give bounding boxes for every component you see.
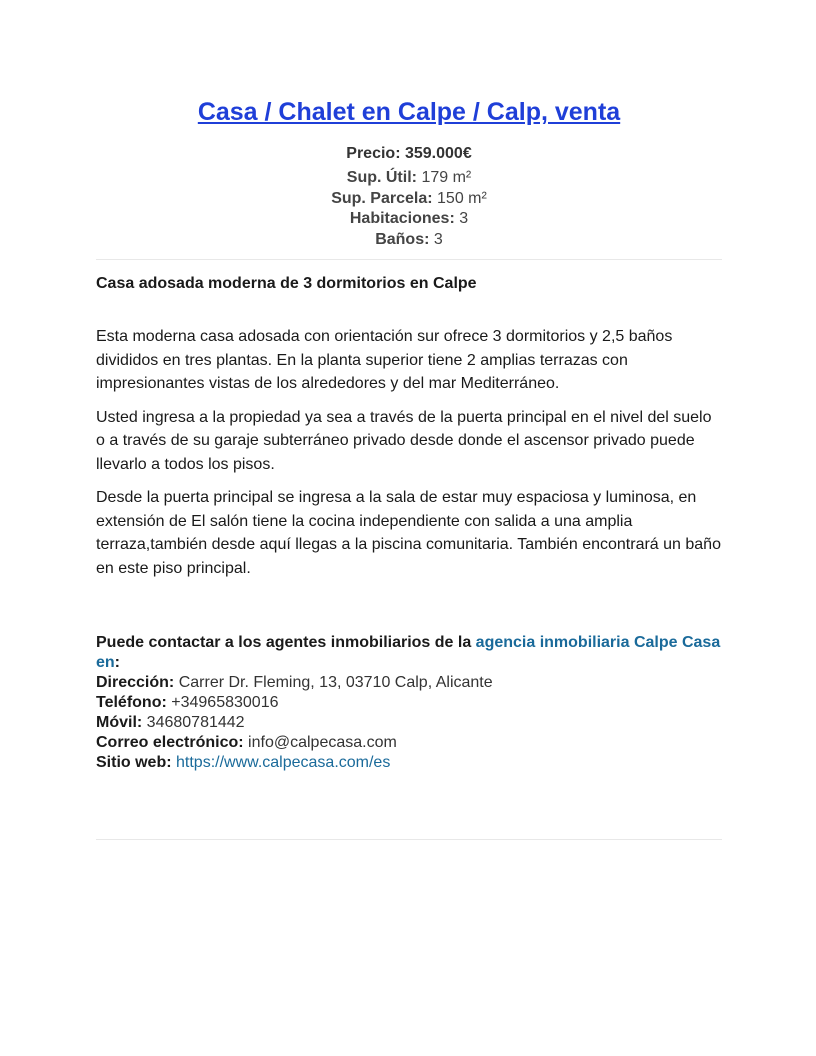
spec-value: 3: [433, 230, 443, 248]
spec-label: Sup. Parcela:: [331, 189, 433, 207]
contact-email: [96, 733, 722, 753]
mobile-value: 34680781442: [146, 714, 245, 731]
description-heading: Casa adosada moderna de 3 dormitorios en Calpe: [96, 275, 477, 292]
phone-label: Teléfono:: [96, 694, 167, 711]
spec-label: Sup. Útil:: [346, 169, 417, 186]
agency-link[interactable]: agencia inmobiliaria Calpe Casa en: [96, 634, 721, 671]
contact-website: [96, 753, 722, 773]
address-label: Dirección:: [96, 674, 175, 691]
contact-intro-end: :: [114, 654, 120, 671]
contact-phone: [96, 693, 722, 713]
spec-useful-area: [96, 168, 722, 189]
listing-title-link[interactable]: Casa / Chalet en Calpe / Calp, venta: [197, 98, 621, 126]
description-paragraph: Esta moderna casa adosada con orientación sur ofrece 3 dormitorios y 2,5 baños divididos en tres plantas. En la planta superior tiene 2 amplias terrazas con impresionantes vistas de los alrededores y del mar Mediterráneo.: [96, 328, 673, 392]
email-value: info@calpecasa.com: [248, 734, 397, 751]
spec-bathrooms: [96, 230, 722, 251]
document-page: [96, 96, 722, 840]
spec-label: Habitaciones:: [349, 210, 455, 227]
section-divider: [96, 259, 722, 260]
spec-label: Baños:: [375, 230, 430, 248]
contact-intro: [96, 633, 722, 673]
contact-address: [96, 673, 722, 693]
contact-intro-text: Puede contactar a los agentes inmobiliarios de la: [96, 634, 476, 651]
email-label: Correo electrónico:: [96, 734, 244, 751]
price-line: [96, 144, 722, 164]
address-value: Carrer Dr. Fleming, 13, 03710 Calp, Alicante: [178, 674, 493, 691]
spec-value: 3: [459, 210, 469, 227]
contact-block: [96, 633, 722, 773]
footer-divider: [96, 839, 722, 840]
mobile-label: Móvil:: [96, 714, 143, 731]
spec-plot-area: [96, 189, 722, 210]
spec-bedrooms: [96, 209, 722, 230]
website-link[interactable]: https://www.calpecasa.com/es: [176, 754, 391, 771]
price-value: 359.000€: [404, 145, 472, 162]
spec-value: 150 m²: [437, 189, 487, 207]
website-label: Sitio web:: [96, 754, 172, 771]
description-paragraph: Desde la puerta principal se ingresa a la sala de estar muy espaciosa y luminosa, en extensión de El salón tiene la cocina independiente con salida a una amplia terraza,también desde aquí llegas a la piscina comunitaria. También encontrará un baño en este piso principal.: [96, 489, 721, 577]
phone-value: +34965830016: [171, 694, 279, 711]
contact-mobile: [96, 713, 722, 733]
description-paragraph: Usted ingresa a la propiedad ya sea a través de la puerta principal en el nivel del suelo o a través de su garaje subterráneo privado desde donde el ascensor privado puede llevarlo a todos los pisos.: [96, 408, 712, 473]
spec-value: 179 m²: [421, 169, 472, 186]
property-specs: [96, 168, 722, 250]
price-label: Precio:: [346, 145, 401, 162]
